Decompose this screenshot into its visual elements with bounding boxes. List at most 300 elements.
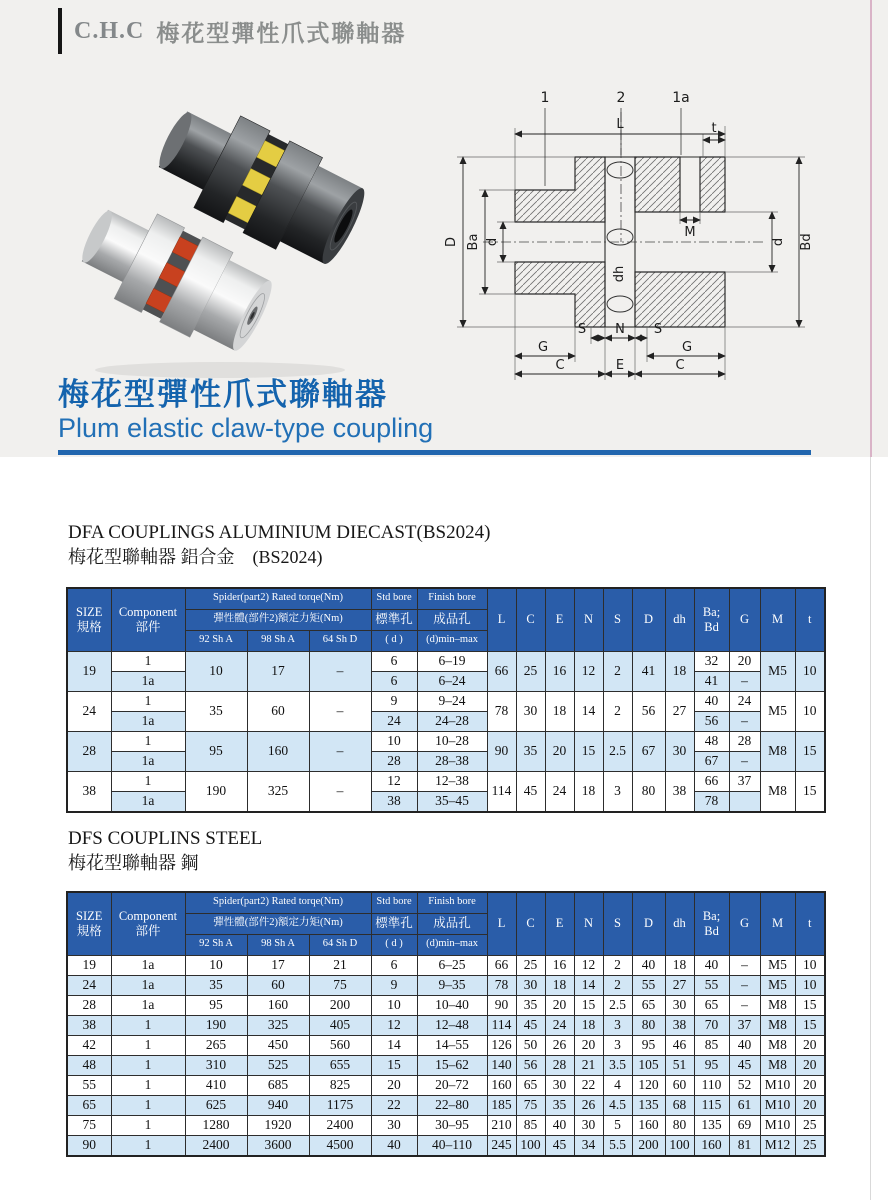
table-cell: 46 <box>665 1035 694 1055</box>
table-cell: 65 <box>67 1095 111 1115</box>
table-row <box>67 975 825 995</box>
table-cell: 75 <box>67 1115 111 1135</box>
col-header-dim: S <box>603 892 632 955</box>
table-cell: 81 <box>729 1135 760 1156</box>
table-row <box>67 711 825 731</box>
component-cell: 1a <box>111 791 185 812</box>
table-cell: 3600 <box>247 1135 309 1156</box>
table-cell: 18 <box>545 975 574 995</box>
callout-1a: 1a <box>672 90 690 106</box>
col-header-dim: M <box>760 588 795 651</box>
table-cell: 190 <box>185 1015 247 1035</box>
col-header-dim: D <box>632 588 665 651</box>
table-cell: 21 <box>309 955 371 975</box>
table-cell: 78 <box>487 975 516 995</box>
col-header-dim: Ba; Bd <box>694 588 729 651</box>
table-cell: 9–35 <box>417 975 487 995</box>
table-cell: 20 <box>574 1035 603 1055</box>
std-bore-cell: 10 <box>371 731 417 751</box>
table-cell: 1a <box>111 975 185 995</box>
table-cell: 51 <box>665 1055 694 1075</box>
table-cell: 34 <box>574 1135 603 1156</box>
dimension-cell: 20 <box>545 731 574 771</box>
table-cell: 20 <box>795 1055 825 1075</box>
table-cell: 55 <box>694 975 729 995</box>
std-bore-cell: 6 <box>371 671 417 691</box>
table-cell: 4500 <box>309 1135 371 1156</box>
page-title-en: Plum elastic claw-type coupling <box>58 413 434 444</box>
spider-torque-cell: – <box>309 651 371 691</box>
col-header-component: Component 部件 <box>111 588 185 651</box>
col-header-spider-zh: 彈性體(部件2)額定力矩(Nm) <box>185 609 371 630</box>
table-cell: 105 <box>632 1055 665 1075</box>
table-cell: 940 <box>247 1095 309 1115</box>
dimension-cell: 41 <box>632 651 665 691</box>
table-cell: 24 <box>67 975 111 995</box>
dimension-cell: 2 <box>603 651 632 691</box>
table-cell: 22 <box>371 1095 417 1115</box>
table-cell: 560 <box>309 1035 371 1055</box>
dim-label-M: M <box>684 225 696 240</box>
table-cell: 75 <box>309 975 371 995</box>
col-header-finishbore-range: (d)min–max <box>417 630 487 651</box>
size-cell: 28 <box>67 731 111 771</box>
table-cell: 80 <box>632 1015 665 1035</box>
finish-bore-cell: 10–28 <box>417 731 487 751</box>
table-cell: 38 <box>665 1015 694 1035</box>
table-cell: 525 <box>247 1055 309 1075</box>
table-cell: 20–72 <box>417 1075 487 1095</box>
col-header-hardness: 64 Sh D <box>309 934 371 955</box>
dimension-cell: 2 <box>603 691 632 731</box>
table-cell: 70 <box>694 1015 729 1035</box>
dim-label-S-left: S <box>577 322 587 337</box>
table-cell: 60 <box>665 1075 694 1095</box>
table-cell: 3.5 <box>603 1055 632 1075</box>
col-header-dim: D <box>632 892 665 955</box>
g-cell: – <box>729 711 760 731</box>
dimension-cell: 25 <box>516 651 545 691</box>
col-header-dim: C <box>516 892 545 955</box>
table-cell: 56 <box>516 1055 545 1075</box>
table-cell: 110 <box>694 1075 729 1095</box>
finish-bore-cell: 6–24 <box>417 671 487 691</box>
table-cell: 37 <box>729 1015 760 1035</box>
t-cell: 10 <box>795 651 825 691</box>
table-cell: 90 <box>67 1135 111 1156</box>
table-cell: 19 <box>67 955 111 975</box>
table-cell: 625 <box>185 1095 247 1115</box>
finish-bore-cell: 6–19 <box>417 651 487 671</box>
table-cell: 20 <box>795 1075 825 1095</box>
page-header <box>58 8 406 54</box>
dimension-cell: 114 <box>487 771 516 812</box>
table-cell: 12 <box>574 955 603 975</box>
col-header-size: SIZE 規格 <box>67 588 111 651</box>
table-cell: 40 <box>545 1115 574 1135</box>
table-cell: 100 <box>516 1135 545 1156</box>
table-cell: 30 <box>665 995 694 1015</box>
table-cell: 65 <box>632 995 665 1015</box>
section-title-dfs-en: DFS COUPLINS STEEL <box>68 828 263 849</box>
table-row <box>67 1115 825 1135</box>
std-bore-cell: 9 <box>371 691 417 711</box>
col-header-dim: t <box>795 588 825 651</box>
table-cell: 20 <box>795 1035 825 1055</box>
table-cell: 1280 <box>185 1115 247 1135</box>
table-cell: 40 <box>371 1135 417 1156</box>
table-row <box>67 791 825 812</box>
table-cell: 14 <box>371 1035 417 1055</box>
col-header-stdbore-zh: 標準孔 <box>371 913 417 934</box>
table-cell: 825 <box>309 1075 371 1095</box>
spider-torque-cell: – <box>309 691 371 731</box>
col-header-stdbore-d: ( d ) <box>371 630 417 651</box>
page-edge-line-bottom <box>870 457 871 1200</box>
col-header-finishbore-range: (d)min–max <box>417 934 487 955</box>
table-cell: 12 <box>371 1015 417 1035</box>
ba-cell: 32 <box>694 651 729 671</box>
table-cell: 3 <box>603 1035 632 1055</box>
std-bore-cell: 28 <box>371 751 417 771</box>
table-cell: 140 <box>487 1055 516 1075</box>
table-cell: 1a <box>111 955 185 975</box>
table-cell: 405 <box>309 1015 371 1035</box>
brand-bar <box>58 8 62 54</box>
table-cell: 30 <box>574 1115 603 1135</box>
table-cell: 55 <box>632 975 665 995</box>
finish-bore-cell: 12–38 <box>417 771 487 791</box>
table-cell: 2400 <box>309 1115 371 1135</box>
table-cell: 325 <box>247 1015 309 1035</box>
table-cell: 90 <box>487 995 516 1015</box>
table-cell: 48 <box>67 1055 111 1075</box>
col-header-dim: M <box>760 892 795 955</box>
dfs-steel-table <box>66 891 826 1157</box>
table-cell: – <box>729 975 760 995</box>
col-header-hardness: 92 Sh A <box>185 934 247 955</box>
dimension-cell: 35 <box>516 731 545 771</box>
table-cell: 22 <box>574 1075 603 1095</box>
dimension-cell: 27 <box>665 691 694 731</box>
dim-label-L: L <box>616 117 624 132</box>
table-row <box>67 671 825 691</box>
col-header-dim: S <box>603 588 632 651</box>
col-header-dim: N <box>574 588 603 651</box>
dimension-cell: 80 <box>632 771 665 812</box>
table-cell: 26 <box>574 1095 603 1115</box>
table-cell: 5.5 <box>603 1135 632 1156</box>
table-cell: 160 <box>694 1135 729 1156</box>
table-cell: 14 <box>574 975 603 995</box>
bd-cell: 67 <box>694 751 729 771</box>
table-cell: 21 <box>574 1055 603 1075</box>
component-cell: 1 <box>111 691 185 711</box>
table-cell: 9 <box>371 975 417 995</box>
table-row <box>67 771 825 791</box>
dfa-aluminium-table <box>66 587 826 813</box>
component-cell: 1a <box>111 711 185 731</box>
table-cell: 15 <box>574 995 603 1015</box>
table-cell: 52 <box>729 1075 760 1095</box>
table-cell: 265 <box>185 1035 247 1055</box>
col-header-stdbore-d: ( d ) <box>371 934 417 955</box>
t-cell: 15 <box>795 731 825 771</box>
col-header-size: SIZE 規格 <box>67 892 111 955</box>
col-header-spider-zh: 彈性體(部件2)額定力矩(Nm) <box>185 913 371 934</box>
dimension-cell: 38 <box>665 771 694 812</box>
table-cell: M8 <box>760 1035 795 1055</box>
table-cell: M5 <box>760 955 795 975</box>
dimension-cell: 2.5 <box>603 731 632 771</box>
extension-lines <box>457 126 805 380</box>
table-cell: 40 <box>694 955 729 975</box>
table-cell: 40–110 <box>417 1135 487 1156</box>
table-cell: 38 <box>67 1015 111 1035</box>
table-cell: 95 <box>185 995 247 1015</box>
table-cell: 1 <box>111 1055 185 1075</box>
table-cell: M8 <box>760 1055 795 1075</box>
table-cell: 75 <box>516 1095 545 1115</box>
col-header-spider-en: Spider(part2) Rated torqe(Nm) <box>185 588 371 609</box>
col-header-hardness: 92 Sh A <box>185 630 247 651</box>
table-cell: 6 <box>371 955 417 975</box>
table-cell: 15 <box>795 1015 825 1035</box>
keyway-slot <box>680 157 700 212</box>
table-cell: M5 <box>760 975 795 995</box>
table-cell: 15 <box>795 995 825 1015</box>
col-header-stdbore-zh: 標準孔 <box>371 609 417 630</box>
table-cell: 10 <box>185 955 247 975</box>
title-block <box>58 378 433 444</box>
table-cell: 95 <box>632 1035 665 1055</box>
header-product-title: 梅花型彈性爪式聯軸器 <box>156 19 407 46</box>
table-cell: 65 <box>694 995 729 1015</box>
dim-label-Ba: Ba <box>466 233 481 251</box>
table-cell: 27 <box>665 975 694 995</box>
dimension-cell: 18 <box>665 651 694 691</box>
ba-cell: 66 <box>694 771 729 791</box>
spider-cushions <box>607 162 633 312</box>
table-cell: 410 <box>185 1075 247 1095</box>
dimension-cell: 12 <box>574 651 603 691</box>
bd-cell: 78 <box>694 791 729 812</box>
table-cell: 65 <box>516 1075 545 1095</box>
table-cell: 5 <box>603 1115 632 1135</box>
table-cell: 35 <box>516 995 545 1015</box>
table-cell: 4.5 <box>603 1095 632 1115</box>
table-cell: M10 <box>760 1115 795 1135</box>
table-cell: 655 <box>309 1055 371 1075</box>
table-cell: 60 <box>247 975 309 995</box>
table-cell: 80 <box>665 1115 694 1135</box>
dim-label-C-left: C <box>555 358 565 373</box>
photo-shadow <box>95 362 345 378</box>
table-cell: 25 <box>795 1115 825 1135</box>
table-cell: 200 <box>309 995 371 1015</box>
table-cell: 24 <box>545 1015 574 1035</box>
col-header-dim: L <box>487 588 516 651</box>
table-cell: 4 <box>603 1075 632 1095</box>
component-cell: 1a <box>111 671 185 691</box>
table-row <box>67 1055 825 1075</box>
std-bore-cell: 38 <box>371 791 417 812</box>
table-cell: 10 <box>371 995 417 1015</box>
table-cell: 160 <box>632 1115 665 1135</box>
table-cell: 50 <box>516 1035 545 1055</box>
dimension-cell: 78 <box>487 691 516 731</box>
table-row <box>67 751 825 771</box>
table-cell: 120 <box>632 1075 665 1095</box>
table-cell: M10 <box>760 1095 795 1115</box>
finish-bore-cell: 9–24 <box>417 691 487 711</box>
col-header-dim: C <box>516 588 545 651</box>
dim-label-D: D <box>444 236 459 248</box>
component-cell: 1 <box>111 651 185 671</box>
dimension-cell: 24 <box>545 771 574 812</box>
bd-cell: 41 <box>694 671 729 691</box>
table-row <box>67 1035 825 1055</box>
ba-cell: 48 <box>694 731 729 751</box>
dimension-cell: 90 <box>487 731 516 771</box>
finish-bore-cell: 28–38 <box>417 751 487 771</box>
table-cell: 450 <box>247 1035 309 1055</box>
table-cell: 30 <box>545 1075 574 1095</box>
table-cell: 95 <box>694 1055 729 1075</box>
spider-torque-cell: 160 <box>247 731 309 771</box>
table-cell: 1 <box>111 1075 185 1095</box>
spider-torque-cell: – <box>309 731 371 771</box>
col-header-hardness: 98 Sh A <box>247 630 309 651</box>
dim-label-C-right: C <box>675 358 685 373</box>
table-cell: 45 <box>516 1015 545 1035</box>
g-cell: 24 <box>729 691 760 711</box>
table-cell: 20 <box>795 1095 825 1115</box>
table-cell: – <box>729 955 760 975</box>
spider-torque-cell: 10 <box>185 651 247 691</box>
table-cell: 2400 <box>185 1135 247 1156</box>
table-cell: 68 <box>665 1095 694 1115</box>
table-row <box>67 1135 825 1156</box>
table-cell: 40 <box>729 1035 760 1055</box>
col-header-dim: E <box>545 588 574 651</box>
table-cell: 28 <box>67 995 111 1015</box>
col-header-dim: L <box>487 892 516 955</box>
dimension-cell: 30 <box>516 691 545 731</box>
col-header-spider-en: Spider(part2) Rated torqe(Nm) <box>185 892 371 913</box>
table-cell: 210 <box>487 1115 516 1135</box>
spider-torque-cell: 17 <box>247 651 309 691</box>
table-cell: 28 <box>545 1055 574 1075</box>
dim-label-Bd: Bd <box>799 233 814 251</box>
col-header-finishbore-zh: 成品孔 <box>417 609 487 630</box>
m-cell: M5 <box>760 691 795 731</box>
table-cell: 69 <box>729 1115 760 1135</box>
finish-bore-cell: 35–45 <box>417 791 487 812</box>
table-cell: 310 <box>185 1055 247 1075</box>
dim-label-G-right: G <box>681 340 693 355</box>
col-header-hardness: 64 Sh D <box>309 630 371 651</box>
col-header-finishbore-en: Finish bore <box>417 588 487 609</box>
table-cell: 18 <box>574 1015 603 1035</box>
callout-1: 1 <box>540 90 550 106</box>
table-cell: 18 <box>665 955 694 975</box>
m-cell: M8 <box>760 731 795 771</box>
table-cell: 114 <box>487 1015 516 1035</box>
dimension-cell: 3 <box>603 771 632 812</box>
t-cell: 15 <box>795 771 825 812</box>
dimension-cell: 18 <box>574 771 603 812</box>
technical-drawing <box>425 82 875 397</box>
col-header-hardness: 98 Sh A <box>247 934 309 955</box>
table-cell: 35 <box>545 1095 574 1115</box>
size-cell: 38 <box>67 771 111 812</box>
table-cell: 26 <box>545 1035 574 1055</box>
t-cell: 10 <box>795 691 825 731</box>
dimension-cell: 45 <box>516 771 545 812</box>
table-cell: 55 <box>67 1075 111 1095</box>
col-header-finishbore-en: Finish bore <box>417 892 487 913</box>
g-cell <box>729 791 760 812</box>
table-cell: 61 <box>729 1095 760 1115</box>
table-cell: 15–62 <box>417 1055 487 1075</box>
table-cell: 35 <box>185 975 247 995</box>
table-cell: 85 <box>694 1035 729 1055</box>
col-header-finishbore-zh: 成品孔 <box>417 913 487 934</box>
table-cell: 12–48 <box>417 1015 487 1035</box>
m-cell: M5 <box>760 651 795 691</box>
spider-torque-cell: 60 <box>247 691 309 731</box>
page-title-zh: 梅花型彈性爪式聯軸器 <box>58 377 388 412</box>
table-cell: 40 <box>632 955 665 975</box>
g-cell: – <box>729 751 760 771</box>
table-cell: 25 <box>795 1135 825 1156</box>
col-header-stdbore-en: Std bore <box>371 588 417 609</box>
table-cell: 6–25 <box>417 955 487 975</box>
spider-torque-cell: – <box>309 771 371 812</box>
product-photo <box>70 80 410 380</box>
dimension-cell: 14 <box>574 691 603 731</box>
component-cell: 1 <box>111 771 185 791</box>
table-row <box>67 1075 825 1095</box>
dim-label-d-left: d <box>485 237 500 247</box>
col-header-dim: E <box>545 892 574 955</box>
g-cell: 28 <box>729 731 760 751</box>
table-cell: 30 <box>516 975 545 995</box>
table-cell: 45 <box>545 1135 574 1156</box>
table-cell: 185 <box>487 1095 516 1115</box>
section-title-dfa-zh: 梅花型聯軸器 鋁合金 (BS2024) <box>68 546 323 567</box>
table-cell: 42 <box>67 1035 111 1055</box>
dimension-cell: 16 <box>545 651 574 691</box>
table-cell: 10 <box>795 955 825 975</box>
table-cell: 30 <box>371 1115 417 1135</box>
table-cell: 1 <box>111 1035 185 1055</box>
table-cell: 22–80 <box>417 1095 487 1115</box>
component-cell: 1 <box>111 731 185 751</box>
col-header-dim: N <box>574 892 603 955</box>
g-cell: 37 <box>729 771 760 791</box>
table-cell: M8 <box>760 1015 795 1035</box>
dimension-cell: 66 <box>487 651 516 691</box>
table-cell: 685 <box>247 1075 309 1095</box>
col-header-dim: G <box>729 588 760 651</box>
std-bore-cell: 24 <box>371 711 417 731</box>
size-cell: 24 <box>67 691 111 731</box>
section-title-dfs <box>68 827 262 875</box>
table-row <box>67 1095 825 1115</box>
table-cell: 1920 <box>247 1115 309 1135</box>
